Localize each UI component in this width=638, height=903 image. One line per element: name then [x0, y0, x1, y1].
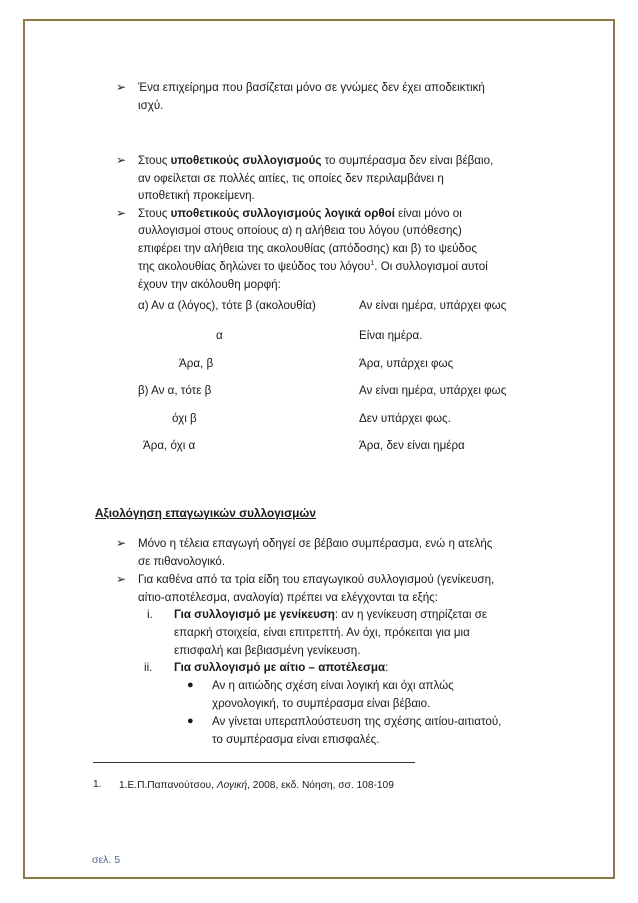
bullet-3-line-1: Στους υποθετικούς συλλογισμούς λογικά ορθοί είναι μόνο οι [138, 207, 462, 220]
bullet-3-line-4: της ακολουθίας δηλώνει το ψεύδος του λόγου$^1$. Οι συλλογισμοί αυτοί [138, 260, 488, 273]
form-b-example-1: Αν είναι ημέρα, υπάρχει φως [359, 384, 507, 397]
form-a-example-2: Είναι ημέρα. [359, 329, 423, 342]
sub-bullet-2-line-2: το συμπέρασμα είναι επισφαλές. [212, 733, 380, 746]
list-number-ii: ii. [144, 661, 153, 674]
section-bullet-2-line-2: αίτιο-αποτέλεσμα, αναλογία) πρέπει να ελέγχονται τα εξής: [138, 591, 438, 604]
bullet-2-line-2: αν οφείλεται σε πολλές αιτίες, τις οποίες δεν περιλαμβάνει η [138, 172, 444, 185]
footnote-text: 1.Ε.Π.Παπανούτσου, Λογική, 2008, εκδ. Νόηση, σσ. 108-109 [119, 780, 394, 791]
form-b-premise-1: β) Αν α, τότε β [138, 384, 212, 397]
sub-bullet-1-line-2: χρονολογική, το συμπέρασμα είναι βέβαιο. [212, 697, 431, 710]
dot-bullet-icon: ● [187, 715, 194, 727]
arrow-bullet-icon: ➢ [116, 80, 127, 94]
list-number-i: i. [147, 608, 153, 621]
form-b-example-3: Άρα, δεν είναι ημέρα [359, 439, 465, 452]
bullet-3-line-5: έχουν την ακόλουθη μορφή: [138, 278, 281, 291]
section-bullet-1-line-1: Μόνο η τέλεια επαγωγή οδηγεί σε βέβαιο συμπέρασμα, ενώ η ατελής [138, 537, 493, 550]
page-border [23, 19, 615, 879]
form-a-conclusion: Άρα, β [179, 357, 214, 370]
form-a-example-1: Αν είναι ημέρα, υπάρχει φως [359, 299, 507, 312]
arrow-bullet-icon: ➢ [116, 572, 127, 586]
bullet-2-line-3: υποθετική προκείμενη. [138, 189, 255, 202]
arrow-bullet-icon: ➢ [116, 206, 127, 220]
footnote-ref: 1 [370, 260, 375, 268]
dot-bullet-icon: ● [187, 679, 194, 691]
bullet-2-line-1: Στους υποθετικούς συλλογισμούς το συμπέρασμα δεν είναι βέβαιο, [138, 154, 494, 167]
form-b-premise-2: όχι β [172, 412, 197, 425]
bullet-3-line-3: επιφέρει την αλήθεια της ακολουθίας (απόδοσης) και β) το ψεύδος [138, 242, 477, 255]
footnote-number: 1. [93, 779, 102, 790]
form-b-example-2: Δεν υπάρχει φως. [359, 412, 451, 425]
page-number: σελ. 5 [92, 854, 121, 866]
arrow-bullet-icon: ➢ [116, 536, 127, 550]
section-heading: Αξιολόγηση επαγωγικών συλλογισμών [95, 506, 316, 520]
form-a-premise-1: α) Αν α (λόγος), τότε β (ακολουθία) [138, 299, 316, 312]
form-a-premise-2: α [216, 329, 223, 342]
sub-bullet-2-line-1: Αν γίνεται υπεραπλούστευση της σχέσης αιτίου-αιτιατού, [212, 715, 502, 728]
sub-bullet-1-line-1: Αν η αιτιώδης σχέση είναι λογική και όχι απλώς [212, 679, 454, 692]
arrow-bullet-icon: ➢ [116, 153, 127, 167]
item-i-line-3: επισφαλή και βεβιασμένη γενίκευση. [174, 644, 361, 657]
bullet-1-line-1: Ένα επιχείρημα που βασίζεται μόνο σε γνώμες δεν έχει αποδεικτική [138, 81, 485, 94]
form-b-conclusion: Άρα, όχι α [143, 439, 196, 452]
item-i-line-1: Για συλλογισμό με γενίκευση: αν η γενίκευση στηρίζεται σε [174, 608, 488, 621]
section-bullet-2-line-1: Για καθένα από τα τρία είδη του επαγωγικού συλλογισμού (γενίκευση, [138, 573, 495, 586]
form-a-example-3: Άρα, υπάρχει φως [359, 357, 454, 370]
footnote-separator [93, 762, 415, 763]
bullet-3-line-2: συλλογισμοί στους οποίους α) η αλήθεια του λόγου (υπόθεσης) [138, 224, 462, 237]
bullet-1-line-2: ισχύ. [138, 99, 164, 112]
section-bullet-1-line-2: σε πιθανολογικό. [138, 555, 226, 568]
item-i-line-2: επαρκή στοιχεία, είναι επιτρεπτή. Αν όχι, πρόκειται για μια [174, 626, 470, 639]
item-ii-line-1: Για συλλογισμό με αίτιο – αποτέλεσμα: [174, 661, 389, 674]
